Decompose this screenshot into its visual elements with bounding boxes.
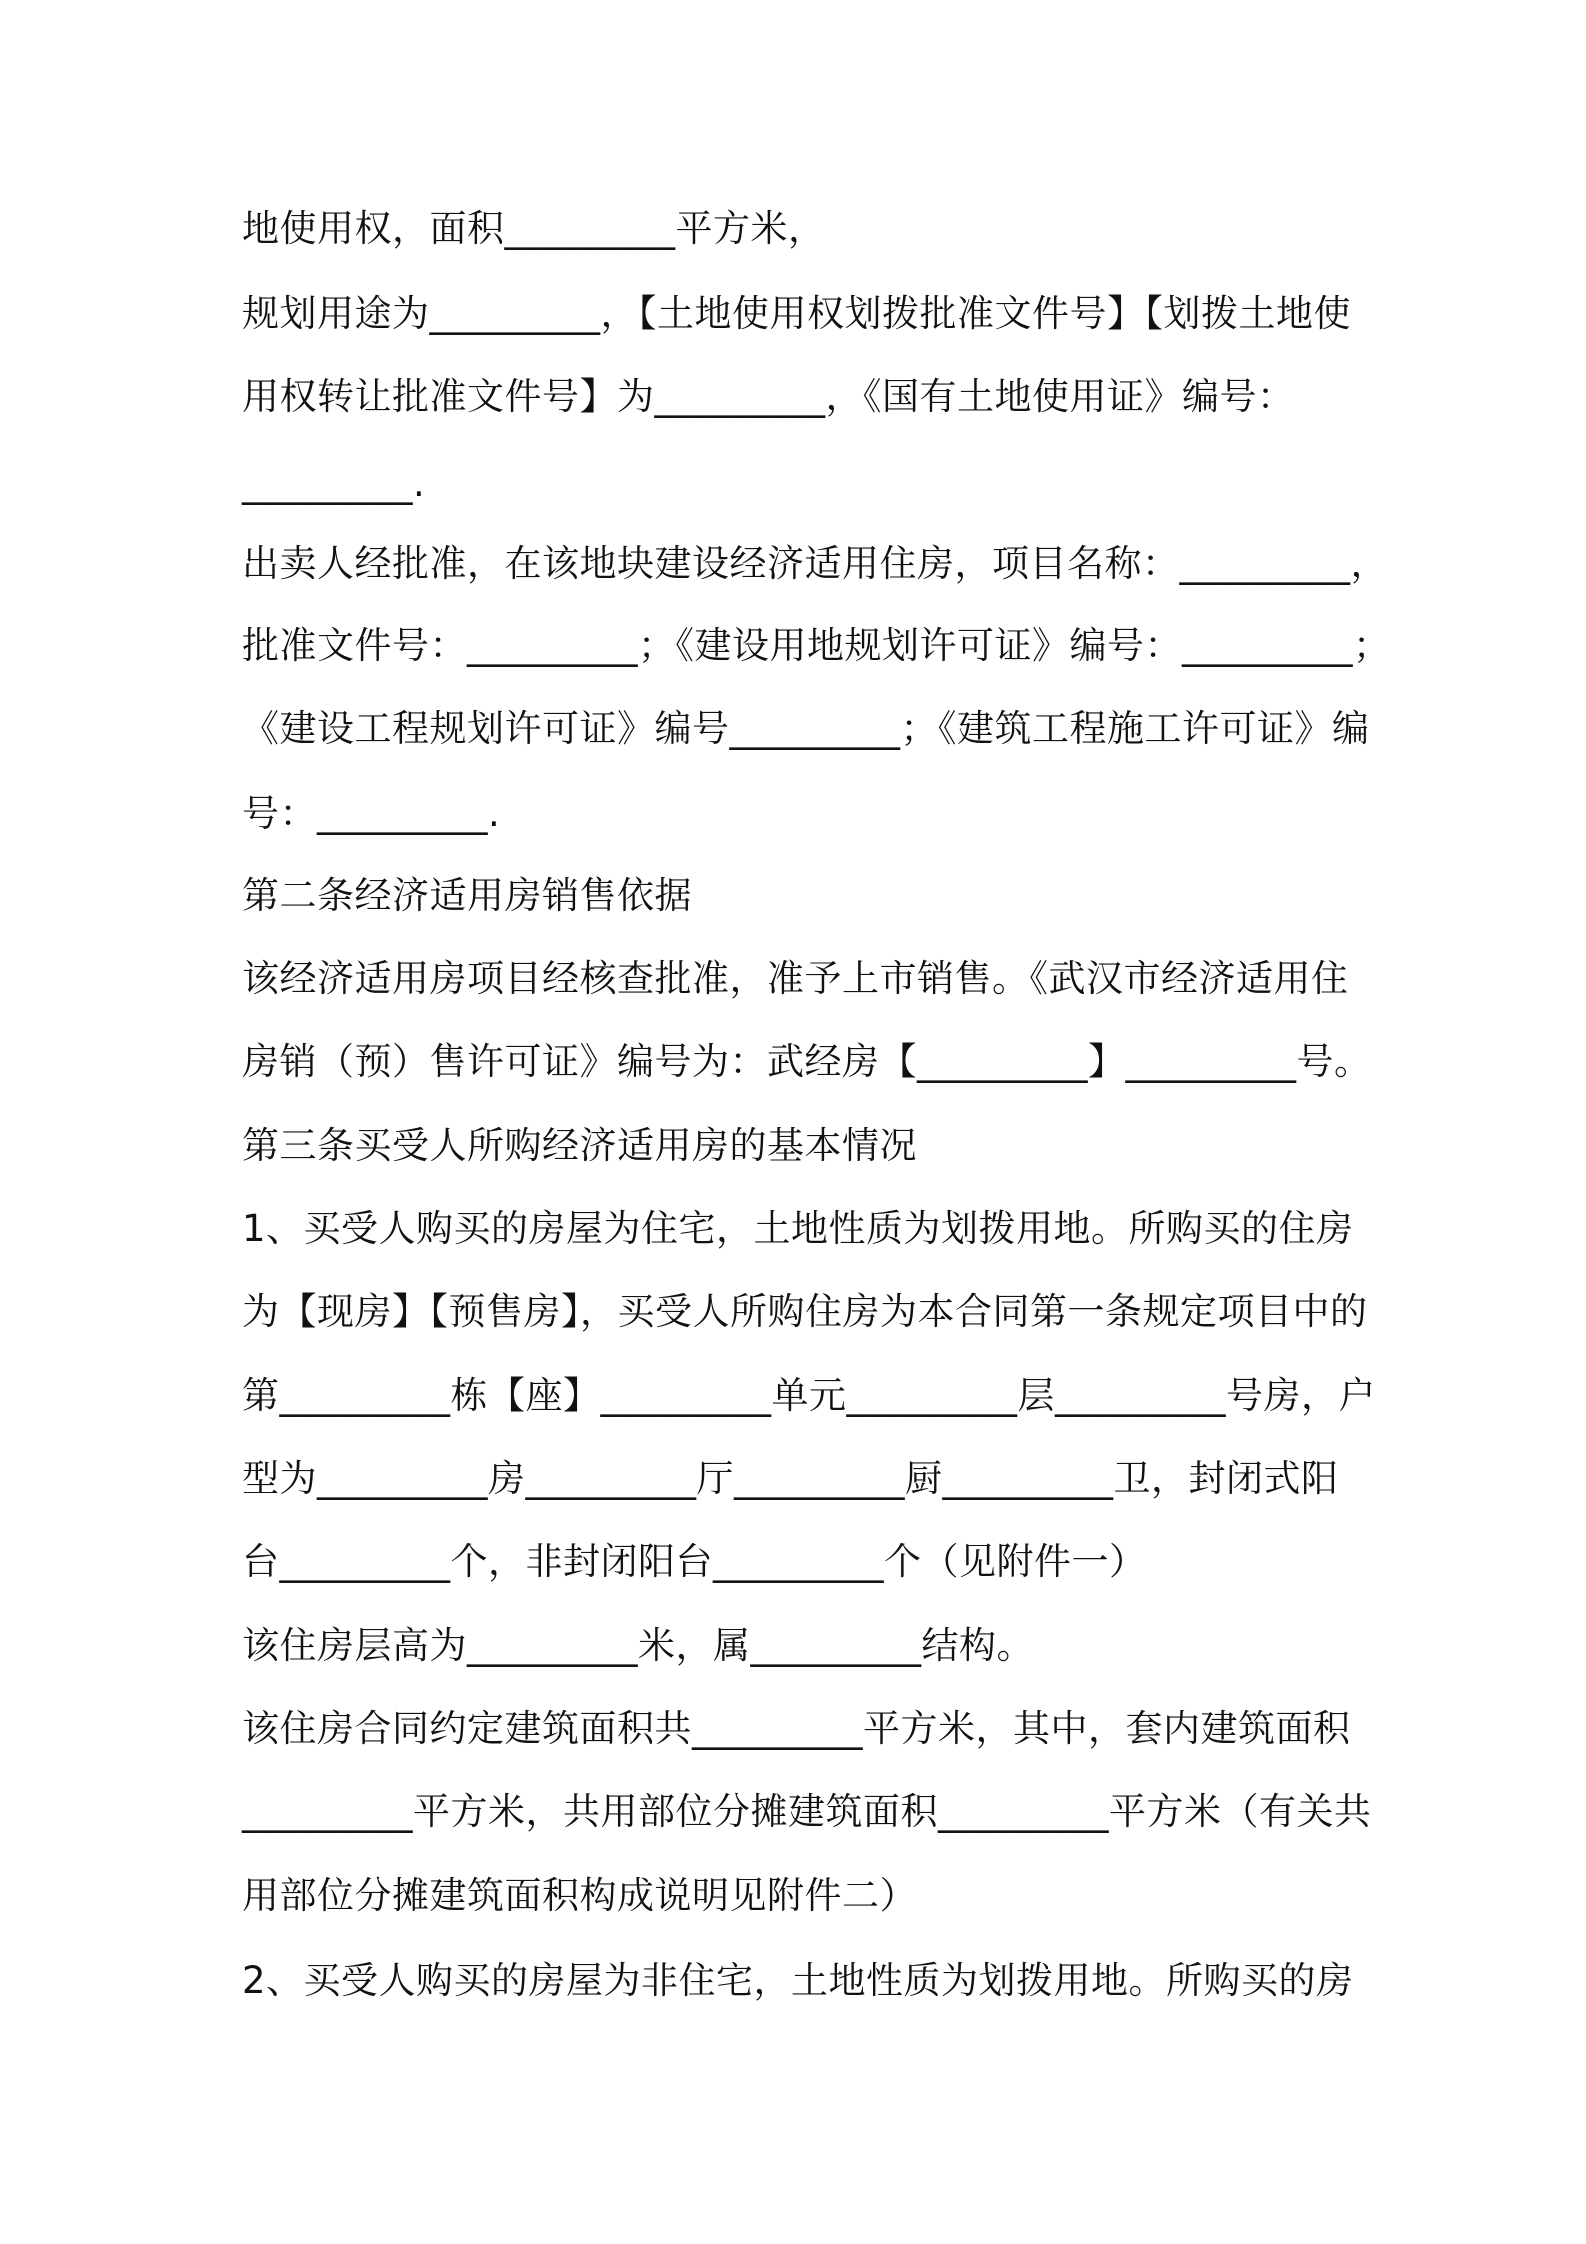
text-line: 批准文件号：_________；《建设用地规划许可证》编号：_________；: [242, 624, 1391, 667]
text-line: 出卖人经批准，在该地块建设经济适用住房，项目名称：_________，: [242, 542, 1388, 585]
text-line: 地使用权，面积_________平方米，: [242, 207, 826, 250]
text-line: 用权转让批准文件号】为_________，《国有土地使用证》编号：: [242, 375, 1295, 418]
text-line: 用部位分摊建筑面积构成说明见附件二）: [242, 1874, 917, 1917]
text-line: 第_________栋【座】_________单元_________层_________号房，户: [242, 1374, 1376, 1417]
text-line: 规划用途为_________，【土地使用权划拨批准文件号】【划拨土地使: [242, 292, 1351, 335]
text-line: 为【现房】【预售房】，买受人所购住房为本合同第一条规定项目中的: [242, 1290, 1368, 1333]
text-line: 该住房合同约定建筑面积共_________平方米，其中，套内建筑面积: [242, 1707, 1351, 1750]
text-line: 号：_________.: [242, 792, 501, 835]
text-line: 《建设工程规划许可证》编号_________；《建筑工程施工许可证》编: [242, 707, 1370, 750]
section-heading: 第二条经济适用房销售依据: [242, 874, 692, 917]
text-line: 1、买受人购买的房屋为住宅，土地性质为划拨用地。所购买的住房: [242, 1207, 1354, 1250]
text-line: 该住房层高为_________米，属_________结构。: [242, 1624, 1034, 1667]
text-line: 型为_________房_________厅_________厨_________卫，封闭式阳: [242, 1457, 1339, 1500]
text-line: 该经济适用房项目经核查批准，准予上市销售。《武汉市经济适用住: [242, 957, 1349, 1000]
text-line: 台_________个，非封闭阳台_________个（见附件一）: [242, 1540, 1147, 1583]
text-line: _________平方米，共用部位分摊建筑面积_________平方米（有关共: [242, 1790, 1372, 1833]
text-line: 房销（预）售许可证》编号为：武经房【_________】_________号。: [242, 1040, 1372, 1083]
text-line: 2、买受人购买的房屋为非住宅，土地性质为划拨用地。所购买的房: [242, 1959, 1354, 2002]
section-heading: 第三条买受人所购经济适用房的基本情况: [242, 1124, 917, 1167]
text-line: _________.: [242, 462, 426, 505]
